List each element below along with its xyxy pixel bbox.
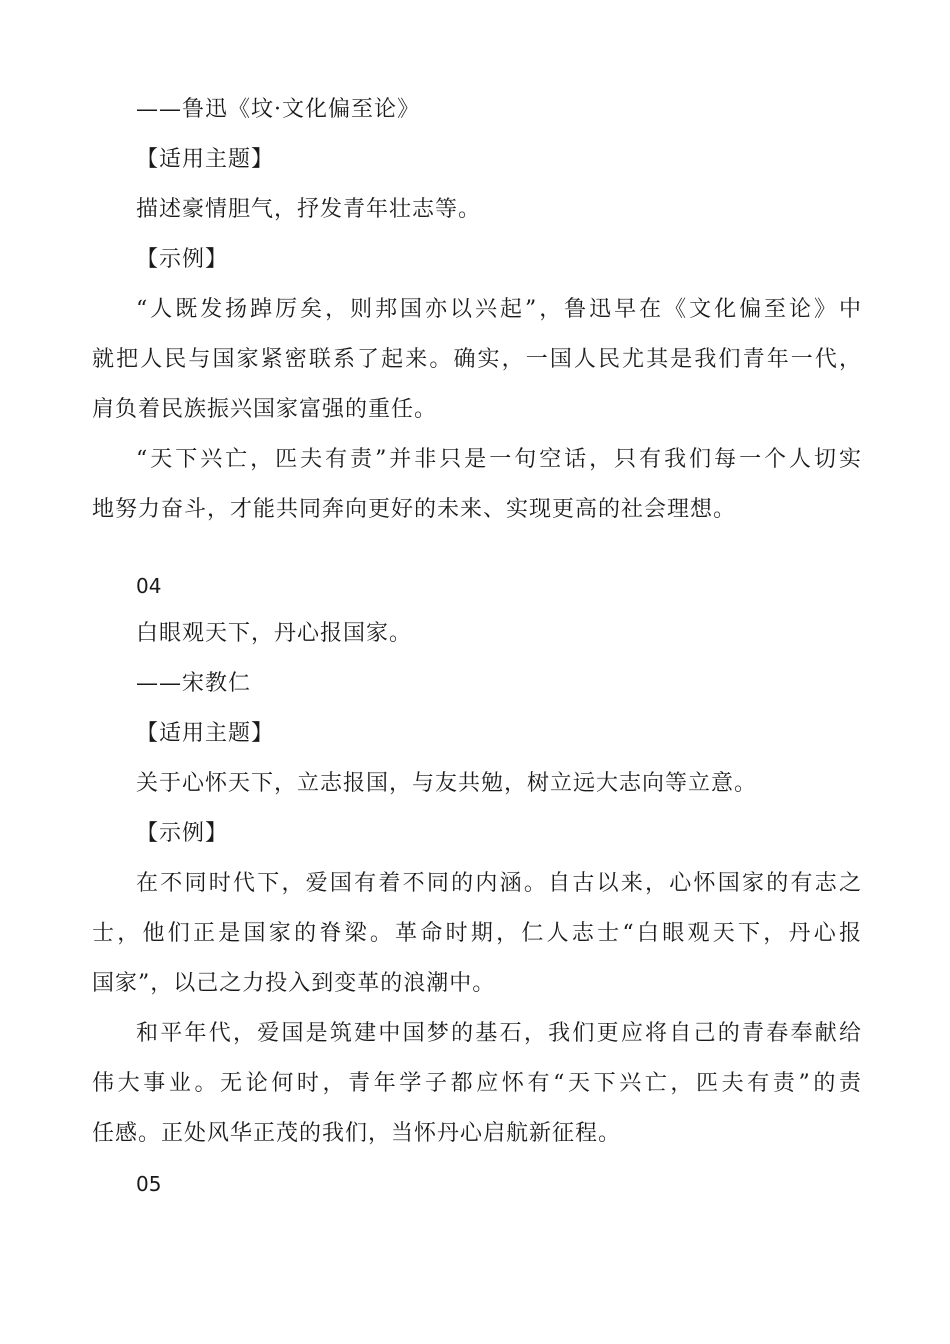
- example-paragraph-line: 和平年代，爱国是筑建中国梦的基石，我们更应将自己的青春奉献给: [136, 1021, 862, 1046]
- theme-label: 【适用主题】: [136, 147, 275, 172]
- example-paragraph-line: “人既发扬踔厉矣，则邦国亦以兴起”，鲁迅早在《文化偏至论》中: [136, 297, 862, 322]
- example-paragraph-line: 就把人民与国家紧密联系了起来。确实，一国人民尤其是我们青年一代，: [92, 347, 862, 372]
- section-number: 05: [136, 1172, 162, 1196]
- example-paragraph-line: 伟大事业。无论何时，青年学子都应怀有“天下兴亡，匹夫有责”的责: [92, 1071, 862, 1096]
- example-label: 【示例】: [136, 821, 229, 846]
- section-number: 04: [136, 574, 162, 598]
- quote-source: ——宋教仁: [136, 671, 252, 696]
- example-paragraph-line: 国家”，以己之力投入到变革的浪潮中。: [92, 971, 496, 996]
- quote-text: 白眼观天下，丹心报国家。: [136, 621, 413, 646]
- example-paragraph-line: “天下兴亡，匹夫有责”并非只是一句空话，只有我们每一个人切实: [136, 447, 862, 472]
- example-paragraph-line: 任感。正处风华正茂的我们，当怀丹心启航新征程。: [92, 1121, 622, 1146]
- example-paragraph-line: 地努力奋斗，才能共同奔向更好的未来、实现更高的社会理想。: [92, 497, 737, 522]
- quote-source: ——鲁迅《坟·文化偏至论》: [136, 97, 420, 122]
- example-label: 【示例】: [136, 247, 229, 272]
- example-paragraph-line: 士，他们正是国家的脊梁。革命时期，仁人志士“白眼观天下，丹心报: [92, 921, 862, 946]
- example-paragraph-line: 在不同时代下，爱国有着不同的内涵。自古以来，心怀国家的有志之: [136, 871, 862, 896]
- theme-text: 描述豪情胆气，抒发青年壮志等。: [136, 197, 482, 222]
- theme-text: 关于心怀天下，立志报国，与友共勉，树立远大志向等立意。: [136, 771, 758, 796]
- example-paragraph-line: 肩负着民族振兴国家富强的重任。: [92, 397, 438, 422]
- theme-label: 【适用主题】: [136, 721, 275, 746]
